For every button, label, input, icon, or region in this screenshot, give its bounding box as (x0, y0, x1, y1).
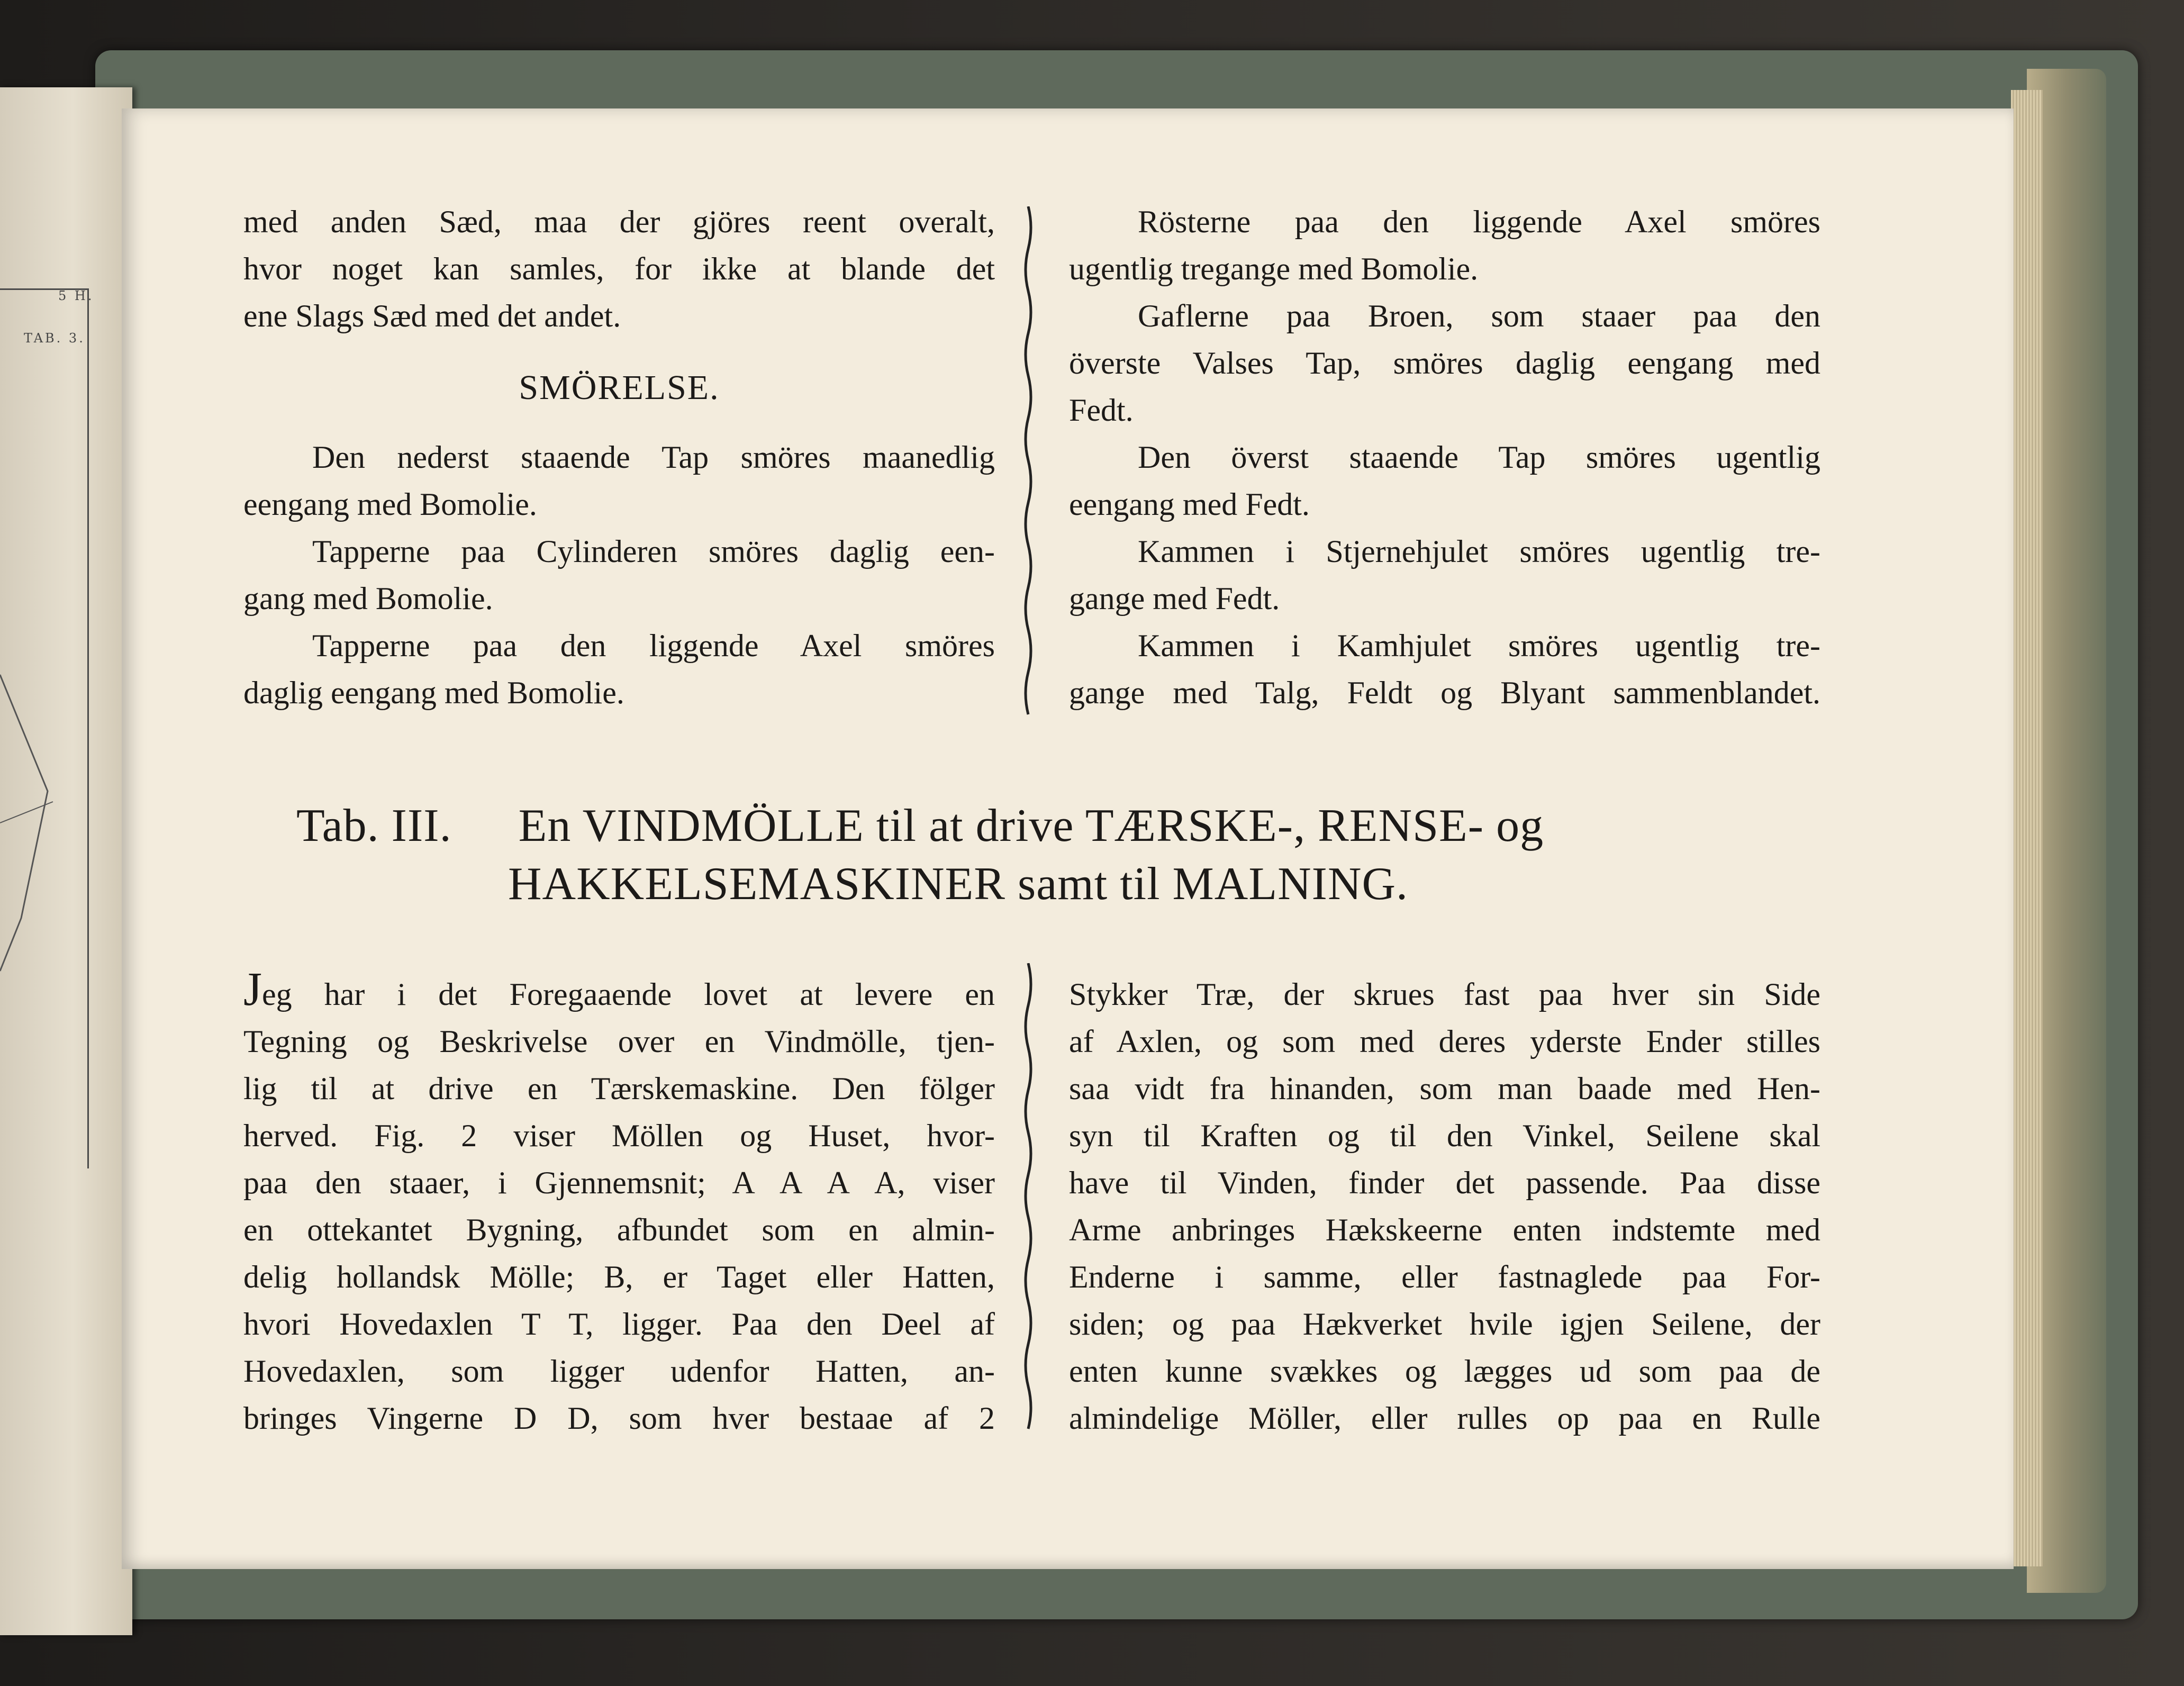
text-line: ene Slags Sæd med det andet. (243, 298, 621, 333)
text-line: hvori Hovedaxlen T T, ligger. Paa den Deel af (243, 1307, 995, 1341)
text-line: Gaflerne paa Broen, som staaer paa den (1138, 298, 1820, 333)
text-line: delig hollandsk Mölle; B, er Taget eller Hatten, (243, 1259, 995, 1294)
column-2-top (1069, 198, 1820, 717)
left-plate-mark: TAB. 3. (24, 331, 85, 346)
text-line: gange med Fedt. (1069, 581, 1280, 616)
plate-number: Tab. III. (296, 800, 452, 851)
text-line: have til Vinden, finder det passende. Paa disse (1069, 1165, 1820, 1200)
column-divider-top (1021, 206, 1035, 736)
text-line: Tapperne paa Cylinderen smöres daglig een- (312, 534, 995, 569)
text-line: Fedt. (1069, 393, 1134, 428)
text-line: eengang med Bomolie. (243, 487, 537, 522)
text-line: enten kunne svækkes og lægges ud som paa de (1069, 1354, 1820, 1389)
text-line: Kammen i Stjernehjulet smöres ugentlig tre- (1138, 534, 1820, 569)
text-line: Arme anbringes Hækskeerne enten indstemte med (1069, 1212, 1820, 1247)
text-line: Kammen i Kamhjulet smöres ugentlig tre- (1138, 628, 1820, 663)
column-2-bottom (1069, 971, 1820, 1442)
text-line: gange med Talg, Feldt og Blyant sammenblandet. (1069, 675, 1820, 710)
text-line: en ottekantet Bygning, afbundet som en almin- (243, 1212, 995, 1247)
column-divider-bottom (1021, 963, 1035, 1450)
column-1-bottom (243, 963, 995, 1442)
title-text-1: En VINDMÖLLE til at drive TÆRSKE-, RENSE- og (518, 800, 1544, 851)
section-heading: SMÖRELSE. (519, 368, 720, 407)
plate-title-line-1 (296, 799, 1544, 853)
text-line: gang med Bomolie. (243, 581, 493, 616)
facing-page (0, 87, 132, 1635)
text-line: Rösterne paa den liggende Axel smöres (1138, 204, 1820, 239)
text-line: överste Valses Tap, smöres daglig eengang med (1069, 346, 1820, 380)
column-1-top (243, 198, 995, 340)
text-line: paa den staaer, i Gjennemsnit; A A A A, viser (243, 1165, 995, 1200)
plate-title-line-2: HAKKELSEMASKINER samt til MALNING. (508, 858, 1409, 910)
left-page-mark: 5 H. (58, 288, 94, 303)
column-1-middle (243, 434, 995, 717)
text-line-rest: eg har i det Foregaaende lovet at levere en (262, 977, 995, 1012)
plate-drawing (0, 643, 90, 1172)
text-line: daglig eengang med Bomolie. (243, 675, 624, 710)
text-line: siden; og paa Hækverket hvile igjen Seilene, der (1069, 1307, 1820, 1341)
text-line: syn til Kraften og til den Vinkel, Seilene skal (1069, 1118, 1820, 1153)
text-line: eengang med Fedt. (1069, 487, 1310, 522)
text-line: Tapperne paa den liggende Axel smöres (312, 628, 995, 663)
text-line: med anden Sæd, maa der gjöres reent overalt, (243, 204, 995, 239)
drop-cap: J (243, 963, 262, 1016)
text-line: Stykker Træ, der skrues fast paa hver sin Side (1069, 977, 1820, 1012)
text-line: af Axlen, og som med deres yderste Ender stilles (1069, 1024, 1820, 1059)
text-line: saa vidt fra hinanden, som man baade med Hen- (1069, 1071, 1820, 1106)
page-edges (2011, 90, 2043, 1566)
text-line: Enderne i samme, eller fastnaglede paa For- (1069, 1259, 1820, 1294)
text-line: Den överst staaende Tap smöres ugentlig (1138, 440, 1820, 475)
text-line: Den nederst staaende Tap smöres maanedlig (312, 440, 995, 475)
text-line: ugentlig tregange med Bomolie. (1069, 251, 1479, 286)
text-line: hvor noget kan samles, for ikke at blande det (243, 251, 995, 286)
text-line: Tegning og Beskrivelse over en Vindmölle, tjen- (243, 1024, 995, 1059)
text-line (243, 963, 995, 1018)
text-line: Hovedaxlen, som ligger udenfor Hatten, an- (243, 1354, 995, 1389)
text-line: almindelige Möller, eller rulles op paa en Rulle (1069, 1401, 1820, 1436)
text-line: herved. Fig. 2 viser Möllen og Huset, hvor- (243, 1118, 995, 1153)
text-line: bringes Vingerne D D, som hver bestaae af 2 (243, 1401, 995, 1436)
text-line: lig til at drive en Tærskemaskine. Den fölger (243, 1071, 995, 1106)
